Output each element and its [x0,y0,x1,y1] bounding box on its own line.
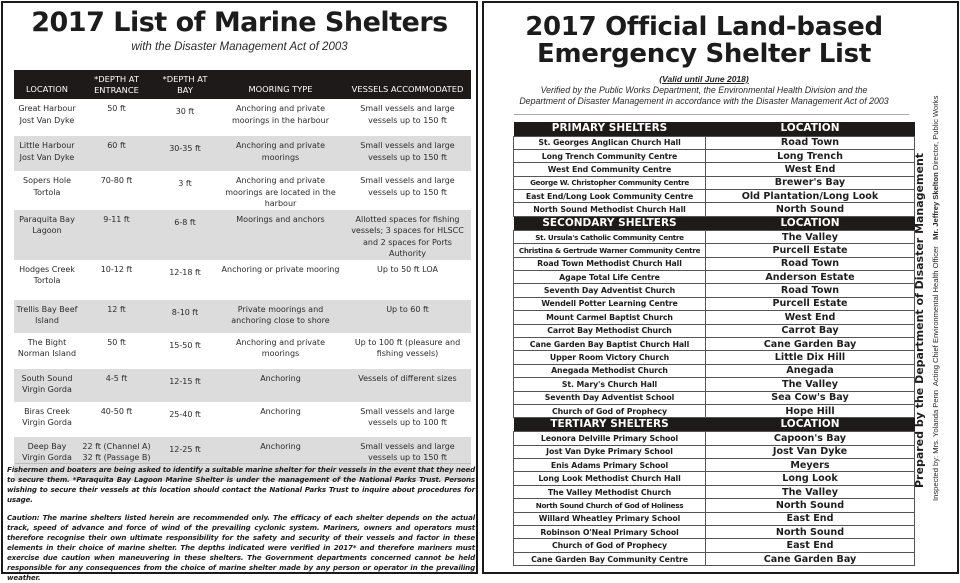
marine-table-row [14,300,471,333]
marine-subtitle: with the Disaster Management Act of 2003 [131,41,348,53]
cell-depth-bay: 12-25 ft [169,444,201,454]
inspected-role1: Acting Chief Environmental Health Officer [931,246,940,387]
shelter-name: The Valley Methodist Church [514,485,706,498]
shelter-name: Anegada Methodist Church [514,364,706,377]
cell-mooring-type: Anchoring or private mooring [221,264,340,274]
shelter-name: St. Mary's Church Hall [514,378,706,391]
cell-depth-entrance: 9-11 ft [103,214,130,224]
shelter-name: Cane Garden Bay Community Centre [514,552,706,565]
land-title-line1: 2017 Official Land-based [525,12,883,42]
shelter-name: St. Georges Anglican Church Hall [514,136,706,149]
marine-shelters-table [14,70,471,481]
section-header [514,122,915,136]
shelter-name: George W. Christopher Community Centre [514,176,706,189]
shelter-name: Church of God of Prophecy [514,539,706,552]
shelter-row [514,337,915,350]
header-depth-entrance: *DEPTH AT ENTRANCE [94,73,139,95]
shelter-name: Long Trench Community Centre [514,149,706,162]
shelter-name: Enis Adams Primary School [514,459,706,472]
shelter-location: Sea Cow's Bay [706,391,915,404]
shelter-name: East End/Long Look Community Centre [514,190,706,203]
shelter-location: Road Town [706,257,915,270]
shelter-row [514,499,915,512]
shelter-location: Road Town [706,284,915,297]
shelter-location: Meyers [706,459,915,472]
cell-vessels: Small vessels and large vessels up to 150 ft [360,176,455,197]
cell-mooring-type: Private moorings and anchoring close to shore [231,304,330,325]
marine-table-row [14,210,471,260]
shelter-location: Cane Garden Bay [706,552,915,565]
shelter-name: Seventh Day Adventist School [514,391,706,404]
shelter-row [514,203,915,216]
shelter-location: East End [706,539,915,552]
cell-location: Hodges Creek Tortola [19,264,75,285]
shelter-location: Purcell Estate [706,297,915,310]
shelter-location: Capoon's Bay [706,432,915,445]
section-title: SECONDARY SHELTERS [514,216,706,230]
shelter-name: Cane Garden Bay Baptist Church Hall [514,337,706,350]
shelter-location: West End [706,163,915,176]
cell-vessels: Up to 50 ft LOA [377,264,438,274]
shelter-location: Carrot Bay [706,324,915,337]
shelter-name: Long Look Methodist Church Hall [514,472,706,485]
divider [15,463,471,464]
marine-title: 2017 List of Marine Shelters [31,7,448,38]
shelter-row [514,459,915,472]
shelter-row [514,244,915,257]
cell-depth-entrance: 10-12 ft [100,264,133,274]
cell-depth-bay: 3 ft [178,179,192,188]
valid-until: (Valid until June 2018) [659,74,749,84]
shelter-row [514,136,915,149]
shelter-name: Seventh Day Adventist Church [514,284,706,297]
shelter-row [514,257,915,270]
cell-vessels: Small vessels and large vessels up to 150 ft [360,441,455,462]
cell-vessels: Up to 100 ft (pleasure and fishing vessels) [354,337,461,358]
shelter-location: Road Town [706,136,915,149]
shelter-name: Jost Van Dyke Primary School [514,445,706,458]
cell-vessels: Vessels of different sizes [358,373,457,383]
shelter-row [514,432,915,445]
verified-line2: Department of Disaster Management in accordance with the Disaster Management Act of 2003 [519,96,889,106]
marine-table-row [14,260,471,300]
divider [514,114,909,115]
header-location: LOCATION [26,84,68,94]
location-header: LOCATION [706,418,915,432]
shelter-row [514,351,915,364]
credits-vertical [909,95,953,578]
cell-location: Deep Bay Virgin Gorda [22,441,72,462]
shelter-name: Leonora Delville Primary School [514,432,706,445]
shelter-row [514,445,915,458]
shelter-location: North Sound [706,203,915,216]
shelter-row [514,149,915,162]
marine-note-fishermen: Fishermen and boaters are being asked to identify a suitable marine shelter for their vessels in the event that they need to secure them. *Paraquita Bay Lagoon Marine Shelter is under the management of the National Parks Trust. Persons wishing to secure their vessels at this location should contact the National Parks Trust to inquire about procedures for usage. [7,465,475,504]
shelter-row [514,271,915,284]
shelter-row [514,472,915,485]
shelter-location: West End [706,311,915,324]
cell-depth-entrance: 4-5 ft [105,373,128,383]
prepared-by: Prepared by the Department of Disaster Management [913,152,926,488]
marine-notes [7,465,475,583]
shelter-location: Hope Hill [706,404,915,417]
marine-table-row [14,171,471,210]
marine-table-row [14,136,471,171]
shelter-row [514,324,915,337]
verified-by [484,85,924,107]
cell-mooring-type: Anchoring and private moorings [236,141,325,162]
cell-depth-bay: 30-35 ft [169,144,201,153]
header-mooring-type: MOORING TYPE [248,84,313,94]
inspected-by [931,95,940,578]
marine-note-caution: Caution: The marine shelters listed herein are recommended only. The efficacy of each shelter depends on the actual track, speed of advance and force of wind of the prevailing cyclonic system. Mariners, owners and operators must therefore recognise their own ultimate responsibility for the safety and security of their vessels and factor in these elements in their choice of marine shelter. The depths indicated were verified in 2017* and therefore mariners must exercise due caution when maneuvering in these shelters. The Government departments concerned cannot be held responsible for any consequences from the choice of marine shelter made by any person or operator in the prevailing weather. [7,513,475,582]
shelter-location: Old Plantation/Long Look [706,190,915,203]
cell-mooring-type: Anchoring [260,441,301,451]
cell-vessels: Allotted spaces for fishing vessels; 3 spaces for HLSCC and 2 spaces for Ports Authority [351,214,464,258]
cell-mooring-type: Anchoring and private moorings are located in the harbour [225,176,336,208]
marine-table-row [14,99,471,136]
shelter-location: Purcell Estate [706,244,915,257]
header-depth-bay: *DEPTH AT BAY [162,73,208,95]
location-header: LOCATION [706,122,915,136]
shelter-name: Mount Carmel Baptist Church [514,311,706,324]
section-header [514,216,915,230]
inspected-name2: Mr. Jeffrey Skelton [931,172,940,240]
cell-location: Paraquita Bay Lagoon [19,214,75,235]
cell-depth-entrance: 40-50 ft [100,406,133,416]
marine-table-row [14,369,471,402]
shelter-row [514,230,915,243]
cell-vessels: Small vessels and large vessels up to 100 ft [360,406,455,427]
shelter-location: Cane Garden Bay [706,337,915,350]
marine-table-row [14,402,471,437]
shelter-name: Christina & Gertrude Warner Community Centre [514,244,706,257]
marine-shelters-panel [1,1,478,582]
cell-depth-entrance: 60 ft [107,141,126,150]
location-header: LOCATION [706,216,915,230]
shelter-row [514,378,915,391]
land-shelters-panel [482,1,959,574]
cell-mooring-type: Anchoring and private moorings in the harbour [231,104,330,125]
header-vessels: VESSELS ACCOMMODATED [351,84,464,94]
cell-location: Little Harbour Jost Van Dyke [19,141,75,162]
shelter-row [514,284,915,297]
shelter-location: North Sound [706,499,915,512]
cell-depth-bay: 12-15 ft [169,376,201,386]
cell-depth-bay: 12-18 ft [169,267,201,277]
cell-depth-bay: 8-10 ft [171,307,199,317]
shelter-location: The Valley [706,230,915,243]
shelter-row [514,404,915,417]
shelter-row [514,539,915,552]
shelter-name: Road Town Methodist Church Hall [514,257,706,270]
shelter-row [514,552,915,565]
section-title: TERTIARY SHELTERS [514,418,706,432]
cell-location: Trellis Bay Beef Island [16,304,78,325]
cell-location: The Bight Norman Island [17,337,77,358]
land-shelters-table [513,122,915,566]
shelter-row [514,176,915,189]
shelter-location: The Valley [706,378,915,391]
shelter-name: West End Community Centre [514,163,706,176]
shelter-location: Long Trench [706,149,915,162]
cell-depth-bay: 25-40 ft [169,409,201,419]
shelter-name: North Sound Methodist Church Hall [514,203,706,216]
shelter-name: North Sound Church of God of Holiness [514,499,706,512]
shelter-row [514,485,915,498]
shelter-name: St. Ursula's Catholic Community Centre [514,230,706,243]
section-title: PRIMARY SHELTERS [514,122,706,136]
land-title-line2: Emergency Shelter List [537,39,871,69]
cell-depth-entrance: 50 ft [107,104,126,113]
cell-vessels: Up to 60 ft [386,304,429,314]
cell-depth-bay: 30 ft [175,107,195,116]
shelter-name: Robinson O'Neal Primary School [514,526,706,539]
marine-table-row [14,333,471,369]
cell-depth-entrance: 70-80 ft [100,176,133,185]
cell-depth-entrance: 50 ft [107,337,126,347]
cell-mooring-type: Anchoring and private moorings [236,337,325,358]
cell-mooring-type: Anchoring [260,373,301,383]
cell-depth-bay: 15-50 ft [169,340,201,350]
shelter-row [514,512,915,525]
shelter-row [514,190,915,203]
cell-location: Sopers Hole Tortola [22,176,72,197]
shelter-location: North Sound [706,526,915,539]
shelter-row [514,364,915,377]
cell-mooring-type: Anchoring [260,406,301,416]
cell-vessels: Small vessels and large vessels up to 150 ft [360,141,455,162]
shelter-name: Church of God of Prophecy [514,404,706,417]
shelter-row [514,297,915,310]
verified-line1: Verified by the Public Works Department, the Environmental Health Division and the [540,85,868,95]
shelter-row [514,163,915,176]
cell-depth-entrance: 12 ft [107,304,126,314]
cell-depth-bay: 6-8 ft [174,217,196,227]
marine-table-header [14,70,471,99]
shelter-location: Long Look [706,472,915,485]
shelter-location: Anegada [706,364,915,377]
shelter-name: Willard Wheatley Primary School [514,512,706,525]
shelter-name: Agape Total Life Centre [514,271,706,284]
shelter-location: Jost Van Dyke [706,445,915,458]
cell-mooring-type: Moorings and anchors [236,214,325,224]
cell-location: Great Harbour Jost Van Dyke [18,104,76,125]
shelter-name: Wendell Potter Learning Centre [514,297,706,310]
section-header [514,418,915,432]
shelter-name: Upper Room Victory Church [514,351,706,364]
inspected-role2: Director, Public Works [931,95,940,171]
shelter-row [514,391,915,404]
shelter-row [514,311,915,324]
shelter-name: Carrot Bay Methodist Church [514,324,706,337]
shelter-location: Anderson Estate [706,271,915,284]
cell-depth-entrance: 22 ft (Channel A) 32 ft (Passage B) [82,441,151,462]
shelter-row [514,526,915,539]
cell-location: Biras Creek Virgin Gorda [22,406,72,427]
cell-vessels: Small vessels and large vessels up to 150 ft [360,104,455,125]
shelter-location: Little Dix Hill [706,351,915,364]
shelter-location: The Valley [706,485,915,498]
shelter-location: East End [706,512,915,525]
shelter-location: Brewer's Bay [706,176,915,189]
land-title [484,14,924,68]
cell-location: South Sound Virgin Gorda [21,373,73,394]
inspected-label: Inspected by: Mrs. Yolanda Penn [931,389,940,501]
